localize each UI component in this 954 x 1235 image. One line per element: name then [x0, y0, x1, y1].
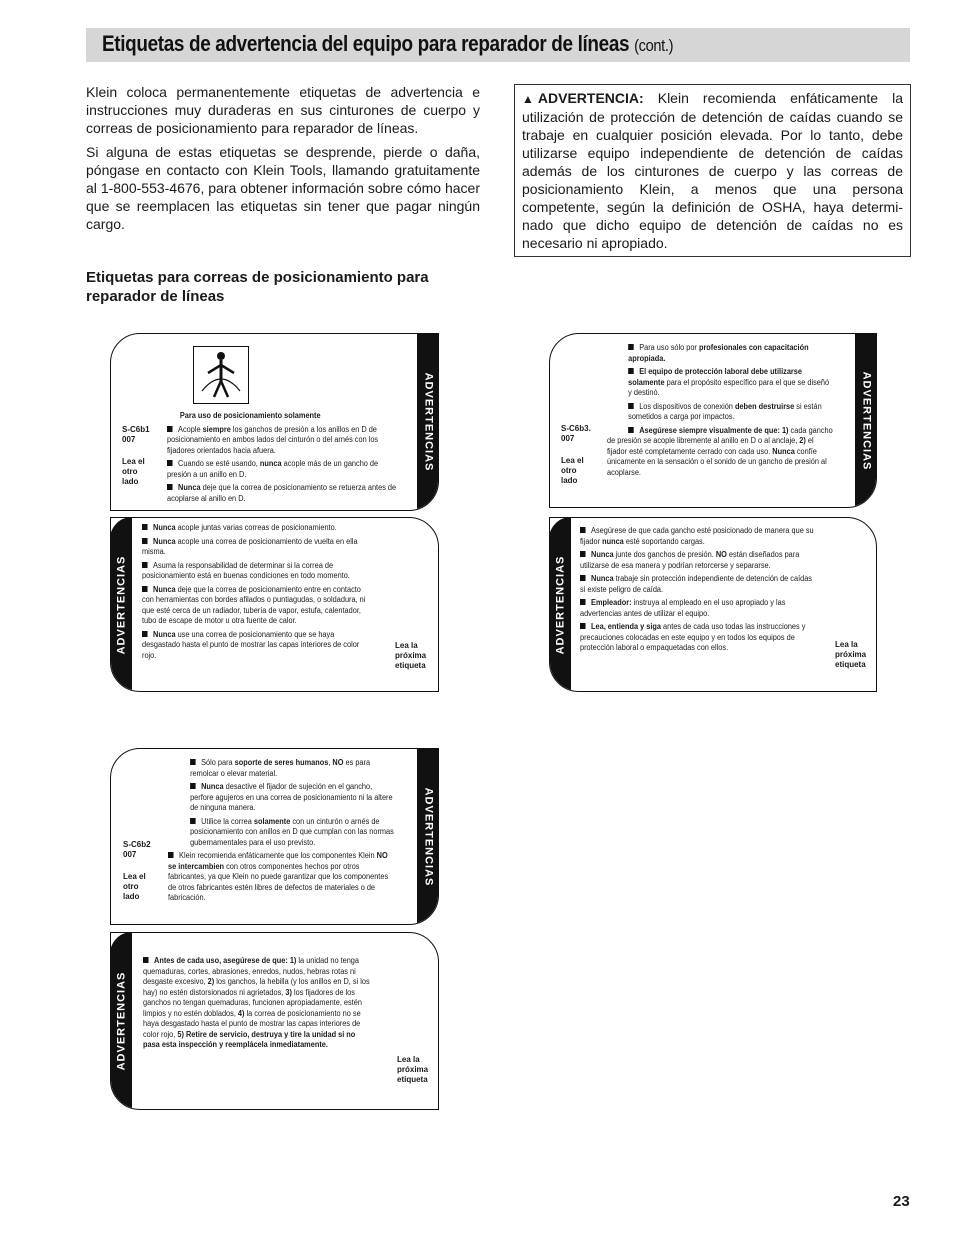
label-bullet: Klein recomienda enfáticamente que los componentes Klein NO se intercambien con otros componentes hechos por otros fabricantes, ya que Klein no puede garantizar que los componentes de otros fabricantes estén libres de defectos de materiales o de fabricación. [168, 851, 389, 902]
label-bullet: Nunca junte dos ganchos de presión. NO están diseñados para utilizarse de esa manera y podrían retorcerse y separarse. [580, 550, 800, 570]
label-c6b3-back-text [580, 526, 817, 657]
label-bullet: Cuando se esté usando, nunca acople más de un gancho de presión a un anillo en D. [167, 459, 379, 479]
read-next-label: Lea la próxima etiqueta [835, 640, 867, 669]
label-c6b2-back-text [143, 956, 373, 1054]
label-bullet: Nunca deje que la correa de posicionamiento entre en contacto con herramientas con bordes afilados o puntiagudas, o soldadura, ni que esté cerca de un radiador, tubería de vapor, estufa, calentador, tubo de escape de motor u otra fuente de calor. [142, 584, 366, 625]
page-title: Etiquetas de advertencia del equipo para reparador de líneas (cont.) [102, 31, 674, 56]
warning-lead: ADVERTENCIA: [537, 90, 644, 106]
label-bullet: Asuma la responsabilidad de determinar si la correa de posicionamiento está en buenas condiciones en todo momento. [142, 560, 350, 580]
label-c6b1-back-text [142, 523, 374, 664]
label-heading: Para uso de posicionamiento solamente [179, 411, 321, 420]
label-c6b1-text [167, 411, 397, 507]
label-c6b2-text [168, 758, 395, 907]
label-band: ADVERTENCIAS [417, 333, 439, 511]
label-bullet: Nunca acople juntas varias correas de posicionamiento. [142, 523, 374, 534]
label-code: S-C6b2 007 [123, 840, 151, 859]
label-bullet: Empleador: instruya al empleado en el uso apropiado y las advertencias antes de utilizar el equipo. [580, 598, 786, 618]
label-band: ADVERTENCIAS [417, 748, 439, 925]
label-bullet: Los dispositivos de conexión deben destruirse si están sometidos a carga por impactos. [628, 401, 822, 421]
label-bullet: Sólo para soporte de seres humanos, NO es para remolcar o elevar material. [190, 758, 371, 778]
label-c6b1-front [110, 333, 439, 511]
read-next-label: Lea la próxima etiqueta [395, 641, 427, 670]
read-other-side: Lea el otro lado [122, 457, 145, 486]
warning-text: Klein recomienda enfáticamente la utilización de protección de detención de caídas cuando se trabaje en cualquier posición elevada. Por lo tanto, debe utilizarse equipo independiente de detención de caídas además de los cinturones de cuerpo y las correas de posicionamiento Klein, a menos que una persona competente, según la definición de OSHA, haya determi- nado que dicho equipo de detención de caídas no es necesario ni apropiado. [522, 90, 904, 251]
label-band: ADVERTENCIAS [110, 517, 132, 692]
label-bullet: Acople siempre los ganchos de presión a los anillos en D de posicionamiento en ambos lados del cinturón o del arnés con los fijadores orientados hacia afuera. [167, 424, 379, 455]
read-next-label: Lea la próxima etiqueta [397, 1055, 429, 1084]
label-bullet: Nunca acople una correa de posicionamiento de vuelta en ella misma. [142, 536, 358, 556]
label-band: ADVERTENCIAS [549, 517, 571, 692]
label-band: ADVERTENCIAS [855, 333, 877, 508]
label-c6b2-front [110, 748, 439, 925]
label-bullet: Nunca trabaje sin protección independiente de detención de caídas si existe peligro de caída. [580, 574, 812, 594]
warning-box [514, 84, 911, 257]
label-code: S-C6b1 007 [122, 425, 150, 444]
label-c6b3-text [607, 343, 833, 481]
label-bullet: Utilice la correa solamente con un cinturón o arnés de posicionamiento con anillos en D que cumplan con las normas gubernamentales para el uso previsto. [190, 816, 394, 847]
title-bar [86, 28, 910, 62]
page-number: 23 [893, 1193, 910, 1210]
read-other-side: Lea el otro lado [123, 872, 146, 901]
label-bullet: Nunca desactive el fijador de sujeción en el gancho, perfore agujeros en una correa de posicionamiento ni la altere de ninguna manera. [190, 782, 393, 812]
intro-paragraph-2: Si alguna de estas etiquetas se desprende, pierde o daña, póngase en contacto con Klein Tools, llamando gratuitamente al 1-800-553-4676, para obtener información sobre cómo hacer que se reemplacen las etiquetas sin tener que pagar ningún cargo. [86, 144, 480, 232]
label-bullet: Nunca use una correa de posicionamiento que se haya desgastado hasta el punto de mostrar las capas interiores de color rojo. [142, 629, 360, 660]
label-bullet: Antes de cada uso, asegúrese de que: 1) la unidad no tenga quemaduras, cortes, abrasiones, enredos, nudos, hebras rotas ni desgaste excesivo, 2) los ganchos, la hebilla (y los anillos en D, si los hay) no estén distorsionados ni agrietados, 3) los fijadores de los ganchos no tengan quemaduras, funcionen apropiadamente, estén limpios y no estén doblados, 4) la correa de posicionamiento no se haya desgastado hasta el punto de mostrar las capas interiores de color rojo, 5) Retire de servicio, destruya y tire la unidad si no pasa esta inspección y reemplácela inmediatamente. [143, 956, 370, 1049]
label-c6b2-back [110, 932, 439, 1110]
label-bullet: Para uso sólo por profesionales con capacitación apropiada. [628, 343, 809, 363]
label-bullet: Asegúrese siempre visualmente de que: 1) cada gancho de presión se acople libremente al anillo en D o al anclaje, 2) el fijador esté completamente cerrado con cada uso. Nunca confíe únicamente en la sensación o el sonido de un gancho de presión al acoplarse. [607, 425, 833, 477]
section-subheading: Etiquetas para correas de posicionamiento para reparador de líneas [86, 269, 429, 305]
read-other-side: Lea el otro lado [561, 456, 584, 485]
label-bullet: Nunca deje que la correa de posicionamiento se retuerza antes de acoplarse al anillo en D. [167, 483, 397, 503]
title-cont: (cont.) [634, 36, 674, 55]
label-c6b3-back [549, 517, 877, 692]
label-c6b1-back [110, 517, 439, 692]
label-bullet: Asegúrese de que cada gancho esté posicionado de manera que su fijador nunca esté soportando cargas. [580, 526, 814, 546]
label-c6b3-front [549, 333, 877, 508]
warning-triangle-icon: ▲ [522, 92, 534, 106]
intro-paragraph-1: Klein coloca permanentemente etiquetas de advertencia e instrucciones muy duraderas en sus cinturones de cuerpo y correas de posicionamiento para reparador de líneas. [86, 84, 480, 136]
label-band: ADVERTENCIAS [110, 932, 132, 1110]
label-bullet: El equipo de protección laboral debe utilizarse solamente para el propósito específico para el que se diseñó y destinó. [628, 367, 830, 397]
label-bullet: Lea, entienda y siga antes de cada uso todas las instrucciones y precauciones colocadas en este equipo y en todos los equipos de protección laboral o empaquetadas con ellos. [580, 622, 806, 652]
fall-hazard-figure-icon [193, 346, 249, 404]
label-code: S-C6b3. 007 [561, 424, 591, 443]
